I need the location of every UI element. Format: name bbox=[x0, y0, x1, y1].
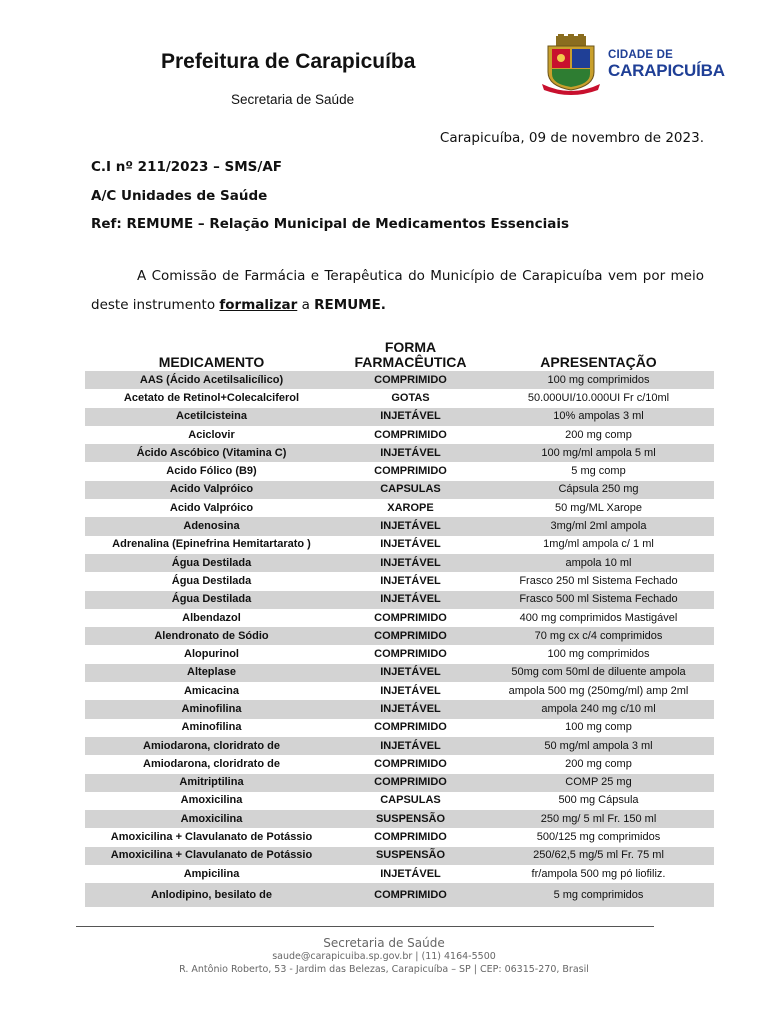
cell-medicamento: Alteplase bbox=[85, 664, 338, 682]
cell-forma: COMPRIMIDO bbox=[374, 757, 447, 770]
cell-forma: GOTAS bbox=[391, 391, 430, 404]
header-forma-line1: FORMA bbox=[384, 339, 437, 355]
header-medicamento: MEDICAMENTO bbox=[158, 354, 265, 370]
cell-apresentacao: 50 mg/ML Xarope bbox=[554, 501, 643, 514]
table-row bbox=[85, 719, 714, 737]
paragraph-remume: REMUME. bbox=[314, 297, 386, 313]
table-row bbox=[85, 426, 714, 444]
table-header-row bbox=[85, 338, 714, 371]
cell-apresentacao: 500/125 mg comprimidos bbox=[536, 831, 661, 844]
city-crest-icon bbox=[540, 34, 602, 98]
table-row bbox=[85, 444, 714, 462]
letter-recipient: A/C Unidades de Saúde bbox=[91, 188, 268, 204]
paragraph-text: A Comissão de Farmácia e Terapêutica do Município de Carapicuíba vem por meio deste instrumento bbox=[91, 268, 704, 313]
cell-medicamento: Acido Valpróico bbox=[169, 501, 254, 514]
cell-medicamento: Alendronato de Sódio bbox=[85, 627, 338, 645]
cell-medicamento: Adrenalina (Epinefrina Hemitartarato ) bbox=[112, 538, 311, 551]
cell-apresentacao: 70 mg cx c/4 comprimidos bbox=[483, 627, 714, 645]
cell-medicamento: Amicacina bbox=[183, 684, 240, 697]
table-row bbox=[85, 847, 714, 865]
cell-forma: COMPRIMIDO bbox=[374, 721, 447, 734]
cell-forma: INJETÁVEL bbox=[338, 737, 483, 755]
table-row bbox=[85, 828, 714, 846]
cell-medicamento: Acido Valpróico bbox=[85, 481, 338, 499]
table-row bbox=[85, 371, 714, 389]
cell-medicamento: Ácido Ascóbico (Vitamina C) bbox=[85, 444, 338, 462]
table-row bbox=[85, 865, 714, 883]
cell-apresentacao: 400 mg comprimidos Mastigável bbox=[519, 611, 678, 624]
cell-forma: INJETÁVEL bbox=[338, 408, 483, 426]
letter-paragraph bbox=[91, 262, 704, 320]
cell-medicamento: Água Destilada bbox=[85, 554, 338, 572]
cell-forma: COMPRIMIDO bbox=[374, 831, 447, 844]
cell-apresentacao: 500 mg Cápsula bbox=[558, 794, 639, 807]
table-row bbox=[85, 517, 714, 535]
footer-contact: saude@carapicuiba.sp.gov.br | (11) 4164-5500 bbox=[272, 951, 496, 962]
table-row bbox=[85, 609, 714, 627]
table-row bbox=[85, 554, 714, 572]
header-forma-line2: FARMACÊUTICA bbox=[354, 354, 467, 370]
table-row bbox=[85, 645, 714, 663]
cell-medicamento: Aminofilina bbox=[181, 721, 242, 734]
table-row bbox=[85, 883, 714, 907]
cell-medicamento: Acetato de Retinol+Colecalciferol bbox=[123, 391, 300, 404]
table-row bbox=[85, 682, 714, 700]
cell-forma: COMPRIMIDO bbox=[338, 371, 483, 389]
footer-department: Secretaria de Saúde bbox=[323, 936, 445, 950]
logo-text-carapicuiba: CARAPICUÍBA bbox=[608, 61, 725, 80]
cell-forma: COMPRIMIDO bbox=[374, 611, 447, 624]
cell-medicamento: AAS (Ácido Acetilsalicílico) bbox=[85, 371, 338, 389]
cell-forma: COMPRIMIDO bbox=[374, 428, 447, 441]
cell-medicamento: Aciclovir bbox=[188, 428, 235, 441]
document-subtitle: Secretaria de Saúde bbox=[231, 92, 355, 107]
cell-medicamento: Amoxicilina + Clavulanato de Potássio bbox=[85, 847, 338, 865]
cell-apresentacao: 100 mg comprimidos bbox=[547, 648, 650, 661]
cell-apresentacao: 250/62,5 mg/5 ml Fr. 75 ml bbox=[483, 847, 714, 865]
cell-forma: INJETÁVEL bbox=[338, 554, 483, 572]
cell-apresentacao: 200 mg comp bbox=[565, 757, 632, 770]
cell-medicamento: Amoxicilina bbox=[180, 794, 243, 807]
cell-forma: CAPSULAS bbox=[380, 794, 441, 807]
cell-apresentacao: 10% ampolas 3 ml bbox=[483, 408, 714, 426]
cell-medicamento: Anlodipino, besilato de bbox=[85, 883, 338, 907]
cell-medicamento: Amiodarona, cloridrato de bbox=[143, 757, 280, 770]
cell-medicamento: Água Destilada bbox=[85, 591, 338, 609]
cell-apresentacao: 100 mg comprimidos bbox=[483, 371, 714, 389]
cell-forma: SUSPENSÃO bbox=[338, 810, 483, 828]
cell-medicamento: Amoxicilina + Clavulanato de Potássio bbox=[110, 831, 313, 844]
cell-forma: INJETÁVEL bbox=[338, 664, 483, 682]
cell-apresentacao: 200 mg comp bbox=[565, 428, 632, 441]
paragraph-text-mid: a bbox=[297, 297, 315, 313]
cell-apresentacao: 5 mg comprimidos bbox=[483, 883, 714, 907]
letter-ci-number: C.I nº 211/2023 – SMS/AF bbox=[91, 159, 282, 175]
table-row bbox=[85, 572, 714, 590]
table-row bbox=[85, 774, 714, 792]
table-row bbox=[85, 700, 714, 718]
cell-forma: XAROPE bbox=[387, 501, 434, 514]
medication-table bbox=[85, 338, 714, 907]
cell-medicamento: Acetilcisteina bbox=[85, 408, 338, 426]
cell-apresentacao: ampola 10 ml bbox=[483, 554, 714, 572]
table-body bbox=[85, 371, 714, 907]
footer-divider bbox=[76, 926, 654, 927]
cell-apresentacao: 50mg com 50ml de diluente ampola bbox=[483, 664, 714, 682]
table-row bbox=[85, 481, 714, 499]
cell-medicamento: Ampicilina bbox=[183, 867, 240, 880]
table-row bbox=[85, 755, 714, 773]
cell-forma: INJETÁVEL bbox=[338, 444, 483, 462]
cell-forma: COMPRIMIDO bbox=[374, 648, 447, 661]
cell-forma: INJETÁVEL bbox=[338, 517, 483, 535]
table-row bbox=[85, 499, 714, 517]
table-row bbox=[85, 627, 714, 645]
cell-apresentacao: 50 mg/ml ampola 3 ml bbox=[483, 737, 714, 755]
cell-medicamento: Acido Fólico (B9) bbox=[166, 465, 257, 478]
cell-forma: INJETÁVEL bbox=[338, 700, 483, 718]
cell-apresentacao: ampola 500 mg (250mg/ml) amp 2ml bbox=[508, 684, 689, 697]
cell-medicamento: Adenosina bbox=[85, 517, 338, 535]
cell-forma: SUSPENSÃO bbox=[338, 847, 483, 865]
cell-forma: INJETÁVEL bbox=[380, 867, 441, 880]
cell-apresentacao: 50.000UI/10.000UI Fr c/10ml bbox=[527, 391, 670, 404]
cell-medicamento: Aminofilina bbox=[85, 700, 338, 718]
cell-medicamento: Amiodarona, cloridrato de bbox=[85, 737, 338, 755]
cell-apresentacao: Frasco 500 ml Sistema Fechado bbox=[483, 591, 714, 609]
cell-forma: INJETÁVEL bbox=[380, 574, 441, 587]
table-row bbox=[85, 408, 714, 426]
logo-text-cidade: CIDADE DE bbox=[608, 49, 674, 61]
document-title: Prefeitura de Carapicuíba bbox=[161, 50, 416, 73]
cell-apresentacao: 3mg/ml 2ml ampola bbox=[483, 517, 714, 535]
cell-apresentacao: 100 mg comp bbox=[565, 721, 632, 734]
table-row bbox=[85, 810, 714, 828]
cell-apresentacao: fr/ampola 500 mg pó liofiliz. bbox=[531, 867, 666, 880]
table-row bbox=[85, 737, 714, 755]
cell-forma: INJETÁVEL bbox=[380, 538, 441, 551]
cell-forma: INJETÁVEL bbox=[380, 684, 441, 697]
table-row bbox=[85, 536, 714, 554]
cell-forma: COMPRIMIDO bbox=[338, 774, 483, 792]
table-row bbox=[85, 389, 714, 407]
table-row bbox=[85, 664, 714, 682]
cell-forma: COMPRIMIDO bbox=[338, 627, 483, 645]
header-forma-farmaceutica bbox=[338, 338, 483, 371]
header-apresentacao: APRESENTAÇÃO bbox=[540, 354, 657, 370]
letter-reference: Ref: REMUME – Relação Municipal de Medicamentos Essenciais bbox=[91, 216, 570, 232]
table-row bbox=[85, 462, 714, 480]
cell-forma: INJETÁVEL bbox=[338, 591, 483, 609]
cell-medicamento: Amitriptilina bbox=[85, 774, 338, 792]
cell-apresentacao: Frasco 250 ml Sistema Fechado bbox=[519, 574, 678, 587]
cell-apresentacao: 1mg/ml ampola c/ 1 ml bbox=[543, 538, 654, 551]
cell-apresentacao: 5 mg comp bbox=[571, 465, 626, 478]
cell-apresentacao: 250 mg/ 5 ml Fr. 150 ml bbox=[483, 810, 714, 828]
table-row bbox=[85, 591, 714, 609]
city-logo bbox=[540, 34, 725, 98]
cell-forma: COMPRIMIDO bbox=[338, 883, 483, 907]
letter-date: Carapicuíba, 09 de novembro de 2023. bbox=[439, 130, 704, 146]
cell-forma: CAPSULAS bbox=[338, 481, 483, 499]
cell-apresentacao: ampola 240 mg c/10 ml bbox=[483, 700, 714, 718]
cell-medicamento: Água Destilada bbox=[171, 574, 252, 587]
cell-forma: COMPRIMIDO bbox=[374, 465, 447, 478]
table-row bbox=[85, 792, 714, 810]
cell-medicamento: Alopurinol bbox=[184, 648, 239, 661]
paragraph-emphasis: formalizar bbox=[219, 297, 298, 313]
cell-apresentacao: Cápsula 250 mg bbox=[483, 481, 714, 499]
cell-medicamento: Albendazol bbox=[182, 611, 241, 624]
footer-address: R. Antônio Roberto, 53 - Jardim das Belezas, Carapicuíba – SP | CEP: 06315-270, Brasil bbox=[179, 964, 589, 975]
cell-apresentacao: COMP 25 mg bbox=[483, 774, 714, 792]
cell-apresentacao: 100 mg/ml ampola 5 ml bbox=[483, 444, 714, 462]
cell-medicamento: Amoxicilina bbox=[85, 810, 338, 828]
